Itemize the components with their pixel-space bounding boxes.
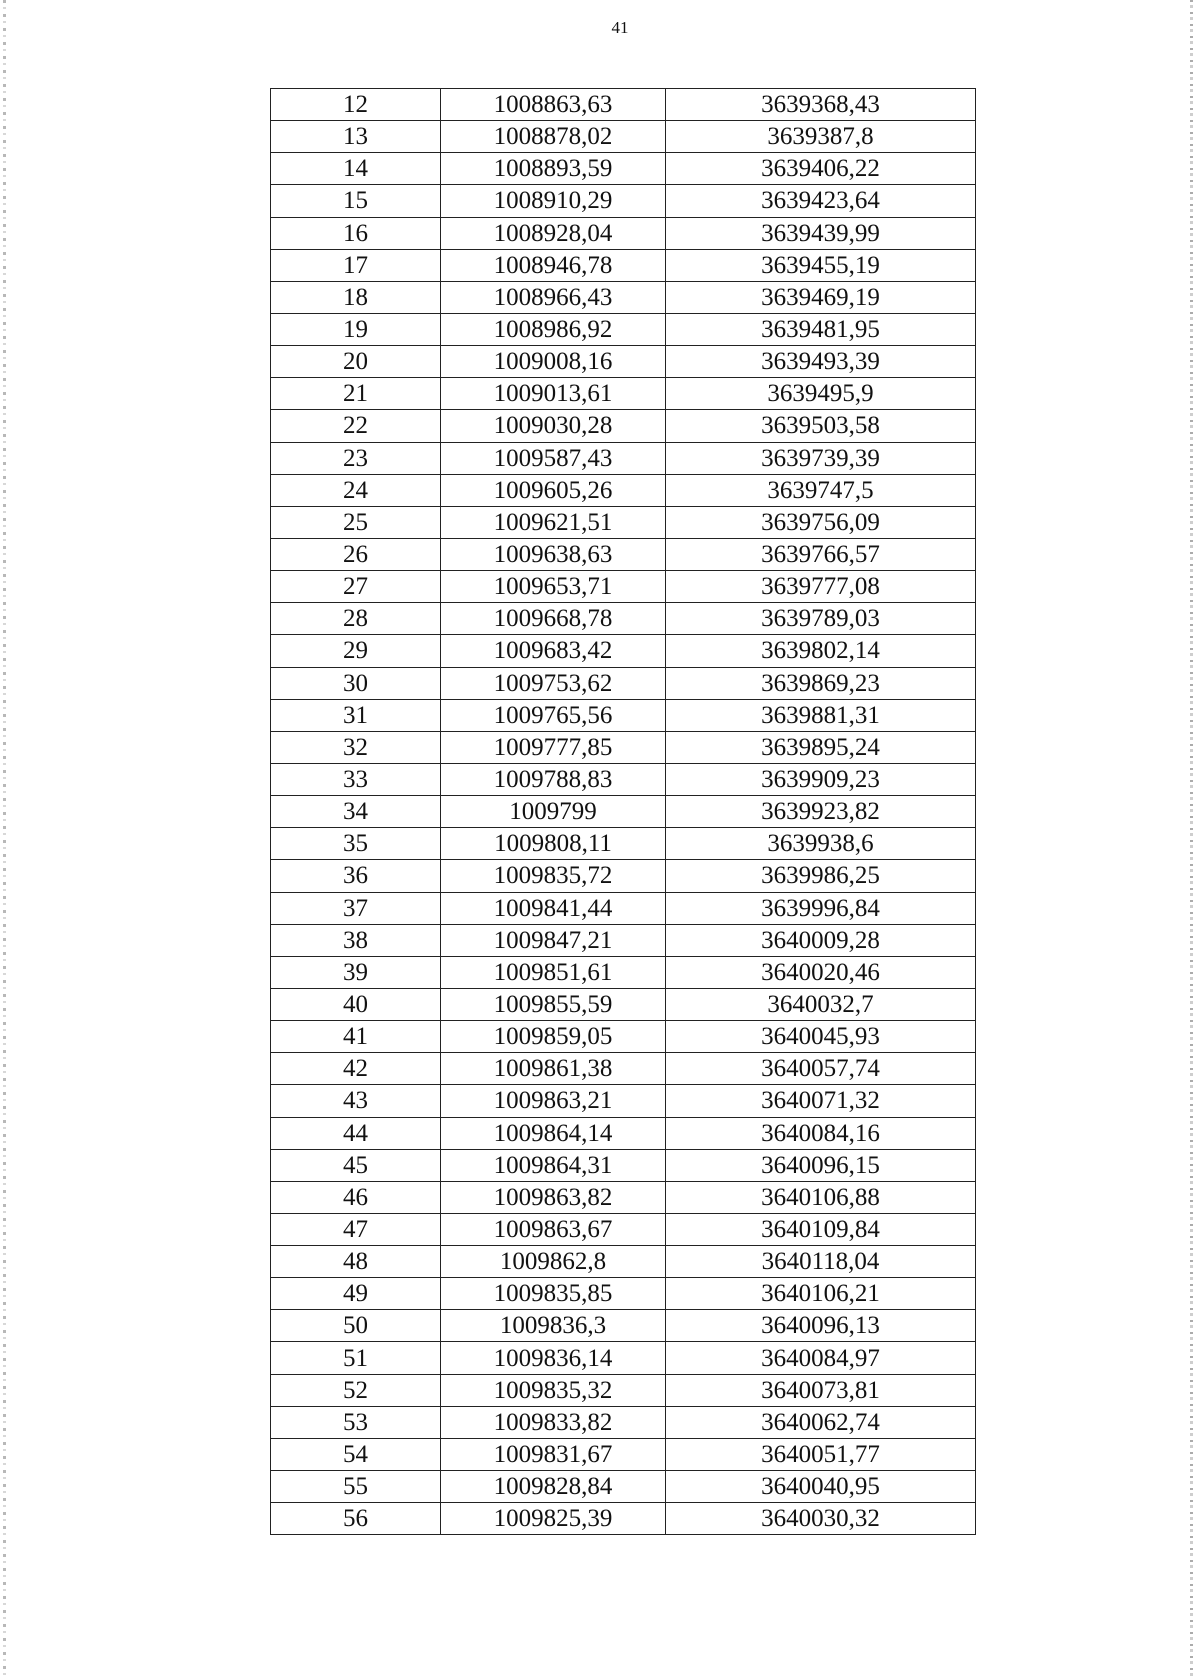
table-row — [271, 1053, 976, 1085]
point-number-cell: 49 — [271, 1278, 441, 1310]
table-row — [271, 153, 976, 185]
table-row — [271, 1181, 976, 1213]
table-row — [271, 378, 976, 410]
table-row — [271, 1278, 976, 1310]
point-number-cell: 36 — [271, 860, 441, 892]
point-number-cell: 42 — [271, 1053, 441, 1085]
y-coordinate-cell: 3640071,32 — [666, 1085, 976, 1117]
y-coordinate-cell: 3640030,32 — [666, 1503, 976, 1535]
x-coordinate-cell: 1009799 — [441, 796, 666, 828]
x-coordinate-cell: 1008893,59 — [441, 153, 666, 185]
x-coordinate-cell: 1009835,85 — [441, 1278, 666, 1310]
point-number-cell: 19 — [271, 313, 441, 345]
y-coordinate-cell: 3639938,6 — [666, 828, 976, 860]
point-number-cell: 47 — [271, 1213, 441, 1245]
y-coordinate-cell: 3639387,8 — [666, 121, 976, 153]
point-number-cell: 33 — [271, 763, 441, 795]
point-number-cell: 22 — [271, 410, 441, 442]
table-row — [271, 538, 976, 570]
point-number-cell: 14 — [271, 153, 441, 185]
y-coordinate-cell: 3640032,7 — [666, 988, 976, 1020]
x-coordinate-cell: 1009828,84 — [441, 1471, 666, 1503]
x-coordinate-cell: 1008928,04 — [441, 217, 666, 249]
table-row — [271, 635, 976, 667]
table-row — [271, 1342, 976, 1374]
y-coordinate-cell: 3640045,93 — [666, 1021, 976, 1053]
x-coordinate-cell: 1009862,8 — [441, 1246, 666, 1278]
x-coordinate-cell: 1009863,67 — [441, 1213, 666, 1245]
y-coordinate-cell: 3639895,24 — [666, 731, 976, 763]
x-coordinate-cell: 1008910,29 — [441, 185, 666, 217]
x-coordinate-cell: 1009030,28 — [441, 410, 666, 442]
y-coordinate-cell: 3640106,88 — [666, 1181, 976, 1213]
scan-edge-right — [1190, 0, 1193, 1679]
point-number-cell: 54 — [271, 1438, 441, 1470]
table-row — [271, 860, 976, 892]
x-coordinate-cell: 1009788,83 — [441, 763, 666, 795]
coordinates-table — [270, 88, 976, 1535]
x-coordinate-cell: 1009861,38 — [441, 1053, 666, 1085]
table-row — [271, 1149, 976, 1181]
table-row — [271, 89, 976, 121]
table-row — [271, 217, 976, 249]
table-row — [271, 924, 976, 956]
y-coordinate-cell: 3639406,22 — [666, 153, 976, 185]
table-row — [271, 410, 976, 442]
y-coordinate-cell: 3639869,23 — [666, 667, 976, 699]
x-coordinate-cell: 1008946,78 — [441, 249, 666, 281]
table-row — [271, 281, 976, 313]
y-coordinate-cell: 3639493,39 — [666, 346, 976, 378]
y-coordinate-cell: 3640009,28 — [666, 924, 976, 956]
x-coordinate-cell: 1009863,21 — [441, 1085, 666, 1117]
point-number-cell: 31 — [271, 699, 441, 731]
x-coordinate-cell: 1008966,43 — [441, 281, 666, 313]
x-coordinate-cell: 1009836,14 — [441, 1342, 666, 1374]
point-number-cell: 24 — [271, 474, 441, 506]
y-coordinate-cell: 3639923,82 — [666, 796, 976, 828]
page-number: 41 — [611, 18, 629, 37]
table-row — [271, 249, 976, 281]
x-coordinate-cell: 1008878,02 — [441, 121, 666, 153]
y-coordinate-cell: 3639996,84 — [666, 892, 976, 924]
x-coordinate-cell: 1009841,44 — [441, 892, 666, 924]
x-coordinate-cell: 1009831,67 — [441, 1438, 666, 1470]
y-coordinate-cell: 3640106,21 — [666, 1278, 976, 1310]
table-row — [271, 506, 976, 538]
point-number-cell: 44 — [271, 1117, 441, 1149]
point-number-cell: 52 — [271, 1374, 441, 1406]
point-number-cell: 21 — [271, 378, 441, 410]
y-coordinate-cell: 3639909,23 — [666, 763, 976, 795]
point-number-cell: 39 — [271, 956, 441, 988]
y-coordinate-cell: 3640057,74 — [666, 1053, 976, 1085]
table-row — [271, 603, 976, 635]
y-coordinate-cell: 3639503,58 — [666, 410, 976, 442]
x-coordinate-cell: 1009668,78 — [441, 603, 666, 635]
y-coordinate-cell: 3639439,99 — [666, 217, 976, 249]
y-coordinate-cell: 3640040,95 — [666, 1471, 976, 1503]
x-coordinate-cell: 1009587,43 — [441, 442, 666, 474]
table-row — [271, 1021, 976, 1053]
y-coordinate-cell: 3640051,77 — [666, 1438, 976, 1470]
x-coordinate-cell: 1009777,85 — [441, 731, 666, 763]
x-coordinate-cell: 1009851,61 — [441, 956, 666, 988]
table-row — [271, 1310, 976, 1342]
x-coordinate-cell: 1009859,05 — [441, 1021, 666, 1053]
point-number-cell: 51 — [271, 1342, 441, 1374]
point-number-cell: 15 — [271, 185, 441, 217]
x-coordinate-cell: 1008863,63 — [441, 89, 666, 121]
x-coordinate-cell: 1009621,51 — [441, 506, 666, 538]
x-coordinate-cell: 1009013,61 — [441, 378, 666, 410]
y-coordinate-cell: 3639368,43 — [666, 89, 976, 121]
point-number-cell: 40 — [271, 988, 441, 1020]
y-coordinate-cell: 3639881,31 — [666, 699, 976, 731]
y-coordinate-cell: 3640062,74 — [666, 1406, 976, 1438]
table-row — [271, 667, 976, 699]
point-number-cell: 27 — [271, 571, 441, 603]
y-coordinate-cell: 3640020,46 — [666, 956, 976, 988]
x-coordinate-cell: 1008986,92 — [441, 313, 666, 345]
y-coordinate-cell: 3639747,5 — [666, 474, 976, 506]
y-coordinate-cell: 3639495,9 — [666, 378, 976, 410]
table-row — [271, 1213, 976, 1245]
scan-edge-left — [3, 0, 6, 1679]
y-coordinate-cell: 3639481,95 — [666, 313, 976, 345]
point-number-cell: 18 — [271, 281, 441, 313]
y-coordinate-cell: 3640109,84 — [666, 1213, 976, 1245]
table-row — [271, 1117, 976, 1149]
y-coordinate-cell: 3640084,16 — [666, 1117, 976, 1149]
table-row — [271, 699, 976, 731]
table-row — [271, 1471, 976, 1503]
x-coordinate-cell: 1009825,39 — [441, 1503, 666, 1535]
y-coordinate-cell: 3640096,13 — [666, 1310, 976, 1342]
y-coordinate-cell: 3639423,64 — [666, 185, 976, 217]
point-number-cell: 53 — [271, 1406, 441, 1438]
point-number-cell: 25 — [271, 506, 441, 538]
x-coordinate-cell: 1009864,14 — [441, 1117, 666, 1149]
x-coordinate-cell: 1009008,16 — [441, 346, 666, 378]
y-coordinate-cell: 3639756,09 — [666, 506, 976, 538]
y-coordinate-cell: 3639469,19 — [666, 281, 976, 313]
x-coordinate-cell: 1009835,32 — [441, 1374, 666, 1406]
x-coordinate-cell: 1009605,26 — [441, 474, 666, 506]
x-coordinate-cell: 1009855,59 — [441, 988, 666, 1020]
point-number-cell: 28 — [271, 603, 441, 635]
x-coordinate-cell: 1009753,62 — [441, 667, 666, 699]
point-number-cell: 46 — [271, 1181, 441, 1213]
table-row — [271, 1374, 976, 1406]
point-number-cell: 20 — [271, 346, 441, 378]
y-coordinate-cell: 3639802,14 — [666, 635, 976, 667]
table-row — [271, 346, 976, 378]
x-coordinate-cell: 1009863,82 — [441, 1181, 666, 1213]
table-row — [271, 731, 976, 763]
table-row — [271, 474, 976, 506]
coordinates-table-body — [271, 89, 976, 1535]
y-coordinate-cell: 3639766,57 — [666, 538, 976, 570]
point-number-cell: 38 — [271, 924, 441, 956]
point-number-cell: 48 — [271, 1246, 441, 1278]
point-number-cell: 13 — [271, 121, 441, 153]
table-row — [271, 1246, 976, 1278]
table-row — [271, 313, 976, 345]
table-row — [271, 1503, 976, 1535]
y-coordinate-cell: 3639739,39 — [666, 442, 976, 474]
table-row — [271, 988, 976, 1020]
point-number-cell: 50 — [271, 1310, 441, 1342]
point-number-cell: 30 — [271, 667, 441, 699]
y-coordinate-cell: 3640118,04 — [666, 1246, 976, 1278]
x-coordinate-cell: 1009765,56 — [441, 699, 666, 731]
table-row — [271, 796, 976, 828]
x-coordinate-cell: 1009638,63 — [441, 538, 666, 570]
table-row — [271, 763, 976, 795]
point-number-cell: 26 — [271, 538, 441, 570]
table-row — [271, 828, 976, 860]
x-coordinate-cell: 1009833,82 — [441, 1406, 666, 1438]
point-number-cell: 35 — [271, 828, 441, 860]
point-number-cell: 23 — [271, 442, 441, 474]
table-row — [271, 1406, 976, 1438]
table-row — [271, 571, 976, 603]
point-number-cell: 37 — [271, 892, 441, 924]
point-number-cell: 41 — [271, 1021, 441, 1053]
y-coordinate-cell: 3639789,03 — [666, 603, 976, 635]
point-number-cell: 45 — [271, 1149, 441, 1181]
table-row — [271, 1085, 976, 1117]
x-coordinate-cell: 1009683,42 — [441, 635, 666, 667]
point-number-cell: 34 — [271, 796, 441, 828]
x-coordinate-cell: 1009808,11 — [441, 828, 666, 860]
y-coordinate-cell: 3640096,15 — [666, 1149, 976, 1181]
table-row — [271, 1438, 976, 1470]
x-coordinate-cell: 1009835,72 — [441, 860, 666, 892]
table-row — [271, 892, 976, 924]
point-number-cell: 32 — [271, 731, 441, 763]
x-coordinate-cell: 1009653,71 — [441, 571, 666, 603]
y-coordinate-cell: 3639986,25 — [666, 860, 976, 892]
x-coordinate-cell: 1009864,31 — [441, 1149, 666, 1181]
point-number-cell: 12 — [271, 89, 441, 121]
x-coordinate-cell: 1009836,3 — [441, 1310, 666, 1342]
table-row — [271, 442, 976, 474]
y-coordinate-cell: 3639455,19 — [666, 249, 976, 281]
point-number-cell: 43 — [271, 1085, 441, 1117]
y-coordinate-cell: 3640084,97 — [666, 1342, 976, 1374]
table-row — [271, 956, 976, 988]
y-coordinate-cell: 3640073,81 — [666, 1374, 976, 1406]
table-row — [271, 121, 976, 153]
point-number-cell: 56 — [271, 1503, 441, 1535]
point-number-cell: 17 — [271, 249, 441, 281]
table-row — [271, 185, 976, 217]
x-coordinate-cell: 1009847,21 — [441, 924, 666, 956]
point-number-cell: 29 — [271, 635, 441, 667]
point-number-cell: 16 — [271, 217, 441, 249]
y-coordinate-cell: 3639777,08 — [666, 571, 976, 603]
point-number-cell: 55 — [271, 1471, 441, 1503]
